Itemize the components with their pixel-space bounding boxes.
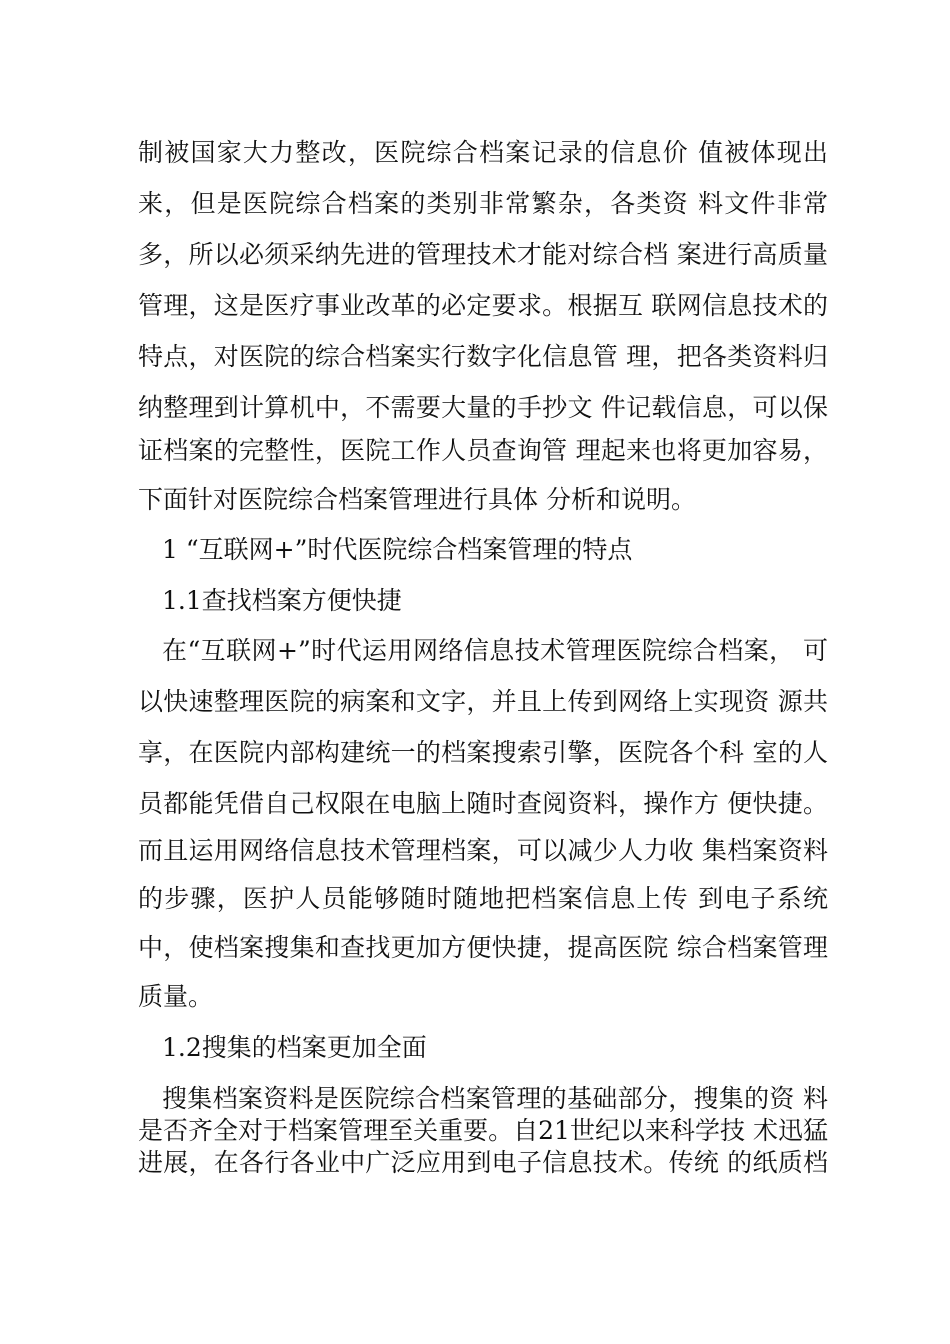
paragraph-line: 中，使档案搜集和查找更加方便快捷，提高医院 综合档案管理: [138, 933, 828, 962]
paragraph-line: 的步骤，医护人员能够随时随地把档案信息上传 到电子系统: [138, 884, 828, 913]
paragraph-line: 制被国家大力整改，医院综合档案记录的信息价 值被体现出: [138, 138, 828, 167]
paragraph-line: 多，所以必须采纳先进的管理技术才能对综合档 案进行高质量: [138, 240, 828, 269]
paragraph-line: 是否齐全对于档案管理至关重要。自21世纪以来科学技 术迅猛: [138, 1116, 828, 1145]
paragraph-line: 证档案的完整性，医院工作人员查询管 理起来也将更加容易，: [138, 436, 828, 465]
paragraph-line: 管理，这是医疗事业改革的必定要求。根据互 联网信息技术的: [138, 291, 828, 320]
section-heading: 1 “互联网+”时代医院综合档案管理的特点: [162, 535, 633, 564]
paragraph-line: 享，在医院内部构建统一的档案搜索引擎，医院各个科 室的人: [138, 738, 828, 767]
paragraph-line: 质量。: [138, 982, 214, 1011]
paragraph-line: 纳整理到计算机中，不需要大量的手抄文 件记载信息，可以保: [138, 393, 828, 422]
paragraph-line: 以快速整理医院的病案和文字，并且上传到网络上实现资 源共: [138, 687, 828, 716]
subsection-heading: 1.1查找档案方便快捷: [162, 586, 402, 615]
paragraph-line: 来，但是医院综合档案的类别非常繁杂，各类资 料文件非常: [138, 189, 828, 218]
paragraph-line: 而且运用网络信息技术管理档案，可以减少人力收 集档案资料: [138, 836, 828, 865]
subsection-heading: 1.2搜集的档案更加全面: [162, 1033, 427, 1062]
paragraph-line: 进展，在各行各业中广泛应用到电子信息技术。传统 的纸质档: [138, 1148, 828, 1177]
paragraph-line: 下面针对医院综合档案管理进行具体 分析和说明。: [138, 485, 696, 514]
paragraph-line: 特点，对医院的综合档案实行数字化信息管 理，把各类资料归: [138, 342, 828, 371]
paragraph-line: 员都能凭借自己权限在电脑上随时查阅资料，操作方 便快捷。: [138, 789, 828, 818]
paragraph-line: 搜集档案资料是医院综合档案管理的基础部分，搜集的资 料: [162, 1084, 828, 1113]
paragraph-line: 在“互联网+”时代运用网络信息技术管理医院综合档案， 可: [162, 636, 828, 665]
